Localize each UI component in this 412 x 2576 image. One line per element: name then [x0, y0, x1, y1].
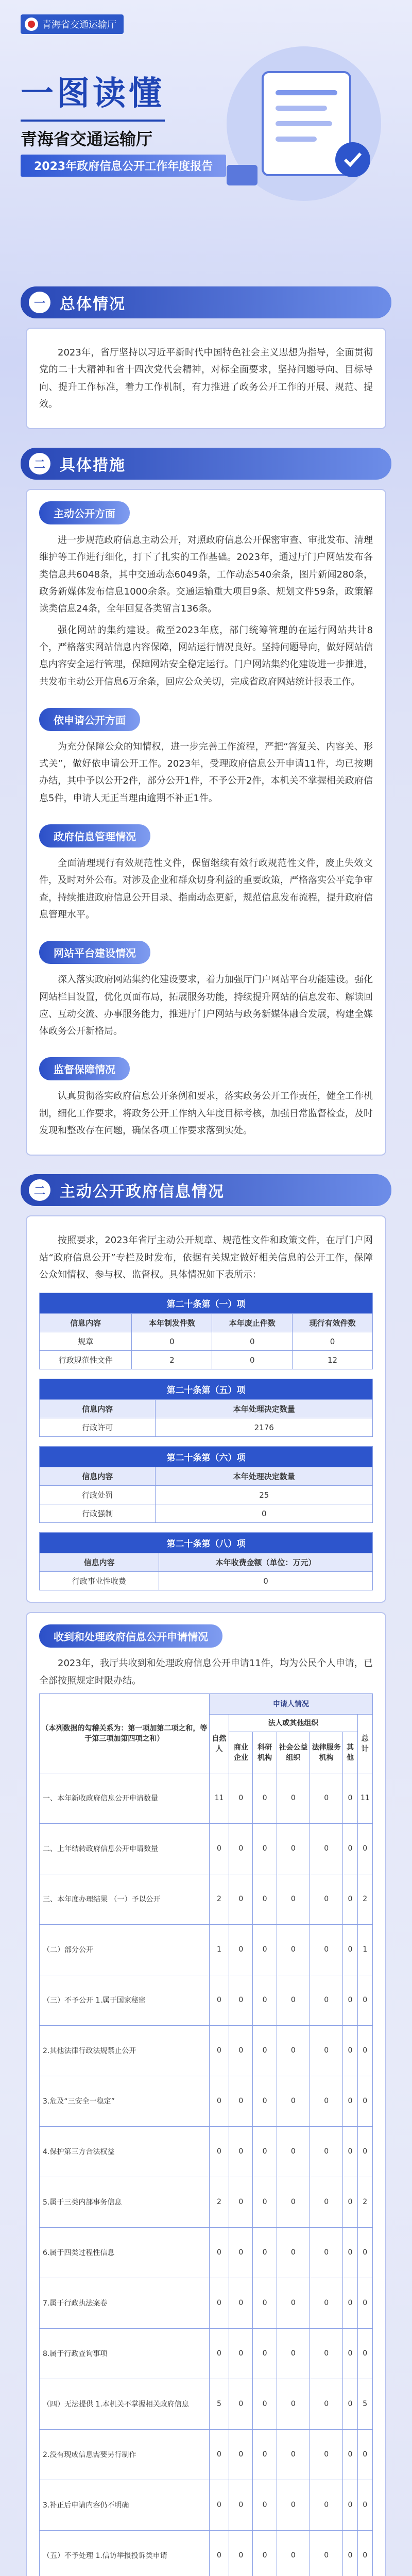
subsection-active-disclosure: 主动公开方面: [39, 501, 130, 524]
table-row: [40, 1332, 373, 1351]
table-header: 本年处理决定数量: [156, 1467, 373, 1486]
table-cell: 0: [209, 1823, 229, 1874]
table-cell: 0: [277, 2126, 310, 2177]
table-row: [40, 2278, 373, 2328]
apply-card: [26, 1612, 386, 2576]
header: [0, 0, 412, 268]
table-cell: 0: [277, 1874, 310, 1924]
table-cell: 0: [357, 2025, 373, 2076]
table-cell: 2: [209, 1874, 229, 1924]
subsection-application: 依申请公开方面: [39, 708, 140, 731]
table-cell: 0: [209, 2429, 229, 2480]
app-table-natural: 自然人: [209, 1714, 229, 1773]
org-name: 青海省交通运输厅: [21, 129, 153, 149]
table-cell: 0: [229, 1874, 253, 1924]
table-cell: 2: [357, 1874, 373, 1924]
row-label: 2.其他法律行政法规禁止公开: [40, 2025, 210, 2076]
table-cell: 0: [343, 1975, 357, 2025]
table-cell: 0: [310, 2429, 343, 2480]
measures-paragraph: 全面清理现行有效规范性文件，保留继续有效行政规范性文件，废止失效文件，及时对外公布。对涉及企业和群众切身利益的重要政策，严格落实公平竞争审查，持续推进政府信息公开目录、指南动态更新，规范信息发布流程，提升政府信息管理水平。: [39, 858, 373, 920]
table-cell: 0: [132, 1332, 212, 1351]
table-cell: 0: [277, 1924, 310, 1975]
table-row: [40, 1486, 373, 1504]
row-label: 6.属于四类过程性信息: [40, 2227, 210, 2278]
app-table-legal-col: 商业企业: [229, 1732, 253, 1773]
table-cell: 行政强制: [40, 1504, 156, 1523]
table-cell: 0: [253, 1924, 277, 1975]
table-cell: 0: [229, 2429, 253, 2480]
table-cell: 5: [209, 2379, 229, 2429]
table-cell: 0: [277, 2480, 310, 2530]
table-article20-6: [39, 1446, 373, 1523]
table-caption: 第二十条第（六）项: [40, 1447, 373, 1467]
table-cell: 0: [310, 2076, 343, 2126]
table-cell: 0: [229, 1823, 253, 1874]
table-cell: 0: [212, 1332, 293, 1351]
table-cell: 0: [357, 2076, 373, 2126]
table-cell: 0: [343, 1773, 357, 1823]
table-header: 本年废止件数: [212, 1314, 293, 1332]
active-text: 按照要求，2023年省厅主动公开规章、规范性文件和政策文件，在厅门户网站“政府信息公开”专栏及时发布，依据有关规定做好相关信息的公开工作，保障公众知情权、参与权、监督权。具体情况如下表所示：: [39, 1235, 373, 1280]
table-cell: 12: [293, 1351, 373, 1369]
table-cell: 25: [156, 1486, 373, 1504]
table-cell: 0: [310, 1874, 343, 1924]
table-cell: 0: [343, 2379, 357, 2429]
table-article20-1: [39, 1293, 373, 1369]
table-row: [40, 2480, 373, 2530]
table-cell: 0: [310, 1823, 343, 1874]
active-card: [26, 1215, 386, 1603]
table-header: 现行有效件数: [293, 1314, 373, 1332]
table-cell: 0: [229, 2025, 253, 2076]
table-cell: 0: [229, 2530, 253, 2576]
table-cell: 0: [357, 2429, 373, 2480]
table-cell: 0: [253, 1823, 277, 1874]
table-cell: 0: [357, 2530, 373, 2576]
table-header: 本年制发件数: [132, 1314, 212, 1332]
table-article20-8: [39, 1532, 373, 1590]
section-number-icon: 一: [29, 292, 50, 313]
section-measures-header: [21, 448, 391, 480]
table-cell: 0: [253, 2278, 277, 2328]
table-cell: 0: [343, 1924, 357, 1975]
row-label: 2.没有现成信息需要另行制作: [40, 2429, 210, 2480]
table-cell: 0: [253, 1975, 277, 2025]
section-title: 具体措施: [60, 456, 126, 475]
table-cell: 0: [209, 1975, 229, 2025]
row-label: （四）无法提供 1.本机关不掌握相关政府信息: [40, 2379, 210, 2429]
table-cell: 0: [357, 2328, 373, 2379]
row-label: 一、本年新收政府信息公开申请数量: [40, 1773, 210, 1823]
subsection-info-management: 政府信息管理情况: [39, 824, 150, 848]
table-row: [40, 2530, 373, 2576]
table-cell: 0: [209, 2480, 229, 2530]
application-table: [39, 1693, 373, 2576]
table-cell: 0: [277, 2379, 310, 2429]
app-table-legal: 法人或其他组织: [229, 1714, 357, 1732]
table-cell: 0: [310, 2126, 343, 2177]
table-cell: 0: [277, 2530, 310, 2576]
subsection-apply: 收到和处理政府信息公开申请情况: [39, 1624, 222, 1648]
measures-paragraph: 进一步规范政府信息主动公开，对照政府信息公开保密审查、审批发布、清理维护等工作进行细化，打下了扎实的工作基础。2023年，通过厅门户网站发布各类信息共6048条，其中交通动态6049条，工作动态540余条，图片新闻280条，政务新媒体发布信息1000余条。交通运输重大项目9条、规划文件59条，政策解读类信息24条，全年回复各类留言136条。: [39, 535, 373, 615]
table-cell: 0: [310, 2328, 343, 2379]
table-cell: 0: [253, 2429, 277, 2480]
org-badge-label: 青海省交通运输厅: [42, 20, 116, 30]
table-cell: 0: [343, 2126, 357, 2177]
table-row: [40, 1773, 373, 1823]
apply-text: 2023年，我厅共收到和处理政府信息公开申请11件，均为公民个人申请，已全部按照规定时限办结。: [39, 1658, 373, 1686]
table-cell: 11: [209, 1773, 229, 1823]
overview-card: [26, 328, 386, 429]
table-cell: 0: [277, 2025, 310, 2076]
table-cell: 0: [209, 2278, 229, 2328]
table-article20-5: [39, 1379, 373, 1437]
table-cell: 0: [209, 2025, 229, 2076]
table-cell: 0: [277, 1823, 310, 1874]
table-cell: 0: [357, 2227, 373, 2278]
section-title: 总体情况: [60, 295, 126, 313]
table-cell: 0: [229, 2480, 253, 2530]
table-cell: 0: [310, 2530, 343, 2576]
table-header: 信息内容: [40, 1467, 156, 1486]
row-label: （五）不予处理 1.信访举报投诉类申请: [40, 2530, 210, 2576]
table-cell: 0: [253, 2227, 277, 2278]
table-cell: 0: [277, 2429, 310, 2480]
table-cell: 行政处罚: [40, 1486, 156, 1504]
table-caption: 第二十条第（五）项: [40, 1379, 373, 1400]
table-cell: 2: [209, 2177, 229, 2227]
section-number-icon: 二: [29, 1179, 50, 1201]
table-row: [40, 1874, 373, 1924]
table-cell: 0: [156, 1504, 373, 1523]
table-row: [40, 2177, 373, 2227]
measures-paragraph: 认真贯彻落实政府信息公开条例和要求，落实政务公开工作责任，健全工作机制，细化工作要求，将政务公开工作纳入年度目标考核，加强日常监督检查，及时发现和整改存在问题，确保各项工作要求落到实处。: [39, 1091, 373, 1137]
table-cell: 0: [253, 2126, 277, 2177]
table-cell: 2: [132, 1351, 212, 1369]
report-title: 2023年政府信息公开工作年度报告: [21, 155, 226, 177]
table-cell: 0: [310, 2025, 343, 2076]
table-cell: 0: [310, 2480, 343, 2530]
table-cell: 0: [310, 2227, 343, 2278]
app-table-group: 申请人情况: [209, 1693, 372, 1714]
table-cell: 行政事业性收费: [40, 1572, 159, 1590]
section-title: 主动公开政府信息情况: [60, 1183, 225, 1201]
table-cell: 0: [253, 2076, 277, 2126]
table-cell: 0: [229, 2379, 253, 2429]
table-cell: 0: [277, 2227, 310, 2278]
table-cell: 0: [209, 2227, 229, 2278]
table-row: [40, 2076, 373, 2126]
table-cell: 0: [277, 2278, 310, 2328]
table-cell: 0: [343, 2278, 357, 2328]
table-row: [40, 1572, 373, 1590]
row-label: 8.属于行政查询事项: [40, 2328, 210, 2379]
table-row: [40, 1418, 373, 1437]
overview-text: 2023年，省厅坚持以习近平新时代中国特色社会主义思想为指导，全面贯彻党的二十大精神和省十四次党代会精神，对标全面要求，坚持问题导向、目标导向、提升工作标准，着力工作机制，有力推进了政务公开工作的开展、规范、提效。: [39, 347, 373, 410]
table-cell: 0: [277, 2328, 310, 2379]
table-cell: 0: [343, 2025, 357, 2076]
section-overview-header: [21, 286, 391, 318]
table-cell: 0: [159, 1572, 372, 1590]
table-row: [40, 2429, 373, 2480]
table-cell: 11: [357, 1773, 373, 1823]
table-cell: 0: [229, 1975, 253, 2025]
table-cell: 0: [357, 2126, 373, 2177]
table-cell: 0: [310, 1975, 343, 2025]
table-header: 信息内容: [40, 1400, 156, 1418]
table-cell: 0: [229, 2328, 253, 2379]
table-cell: 0: [229, 1773, 253, 1823]
table-row: [40, 2126, 373, 2177]
subsection-supervision: 监督保障情况: [39, 1057, 130, 1080]
table-cell: 1: [357, 1924, 373, 1975]
table-row: [40, 1351, 373, 1369]
table-cell: 0: [310, 2177, 343, 2227]
content: [0, 286, 412, 2576]
table-cell: 1: [209, 1924, 229, 1975]
subsection-platform: 网站平台建设情况: [39, 941, 150, 964]
measures-paragraph: 强化网站的集约建设。截至2023年底，部门统筹管理的在运行网站共计8个，严格落实网站信息内容保障，网站运行情况良好。坚持问题导向，做好网站信息内容安全运行管理，保障网站安全稳定运行。门户网站集约化建设进一步推进，共发布主动公开信息6万余条，回应公众关切，完成省政府网站统计报表工作。: [39, 624, 373, 687]
table-cell: 0: [277, 2177, 310, 2227]
row-label: 7.属于行政执法案卷: [40, 2278, 210, 2328]
table-cell: 0: [277, 1975, 310, 2025]
table-cell: 0: [253, 2480, 277, 2530]
table-row: [40, 2328, 373, 2379]
app-table-legal-col: 其他: [343, 1732, 357, 1773]
table-cell: 0: [357, 1975, 373, 2025]
org-badge[interactable]: [21, 14, 124, 34]
table-cell: 0: [343, 2177, 357, 2227]
table-cell: 0: [209, 2076, 229, 2126]
table-header: 本年收费金额（单位：万元）: [159, 1553, 372, 1572]
table-cell: 0: [253, 1874, 277, 1924]
measures-paragraph: 为充分保障公众的知情权，进一步完善工作流程，严把“答复关、内容关、形式关”，做好依申请公开工作。2023年，受理政府信息公开申请11件，均已按期办结，其中予以公开2件，部分公开1件，不予公开2件，本机关不掌握相关政府信息5件，申请人无正当理由逾期不补正1件。: [39, 741, 373, 804]
row-label: 4.保护第三方合法权益: [40, 2126, 210, 2177]
table-caption: 第二十条第（八）项: [40, 1533, 373, 1553]
emblem-icon: [25, 18, 38, 31]
section-number-icon: 二: [29, 453, 50, 474]
table-cell: 行政规范性文件: [40, 1351, 132, 1369]
table-cell: 0: [343, 2076, 357, 2126]
table-cell: 行政许可: [40, 1418, 156, 1437]
table-cell: 规章: [40, 1332, 132, 1351]
table-cell: 0: [293, 1332, 373, 1351]
table-cell: 0: [310, 1773, 343, 1823]
table-cell: 5: [357, 2379, 373, 2429]
table-cell: 0: [343, 2227, 357, 2278]
measures-card: [26, 489, 386, 1156]
measures-paragraph: 深入落实政府网站集约化建设要求，着力加强厅门户网站平台功能建设。强化网站栏目设置，优化页面布局，拓展服务功能，持续提升网站的信息发布、解读回应、互动交流、办事服务能力，推进厅门户网站与政务新媒体融合发展，构建全媒体政务公开新格局。: [39, 974, 373, 1037]
table-header: 本年处理决定数量: [156, 1400, 373, 1418]
table-row: [40, 1504, 373, 1523]
table-cell: 0: [253, 2379, 277, 2429]
table-row: [40, 1924, 373, 1975]
table-cell: 0: [343, 2429, 357, 2480]
app-table-legal-col: 法律服务机构: [310, 1732, 343, 1773]
table-cell: 0: [209, 2328, 229, 2379]
table-cell: 0: [310, 1924, 343, 1975]
table-cell: 0: [357, 2278, 373, 2328]
app-table-total: 总计: [357, 1714, 373, 1773]
table-cell: 0: [357, 2480, 373, 2530]
table-caption: 第二十条第（一）项: [40, 1293, 373, 1314]
table-cell: 0: [229, 2278, 253, 2328]
table-cell: 0: [343, 1823, 357, 1874]
table-cell: 0: [343, 1874, 357, 1924]
table-cell: 0: [343, 2480, 357, 2530]
table-cell: 2176: [156, 1418, 373, 1437]
table-header: 信息内容: [40, 1314, 132, 1332]
table-cell: 0: [310, 2278, 343, 2328]
table-cell: 0: [209, 2530, 229, 2576]
section-active-header: [21, 1174, 391, 1206]
table-cell: 0: [229, 2177, 253, 2227]
row-label: 二、上年结转政府信息公开申请数量: [40, 1823, 210, 1874]
table-cell: 0: [229, 2227, 253, 2278]
hero-illustration-icon: [206, 41, 391, 206]
table-row: [40, 1823, 373, 1874]
row-label: （三）不予公开 1.属于国家秘密: [40, 1975, 210, 2025]
table-cell: 0: [253, 2177, 277, 2227]
table-cell: 0: [277, 2076, 310, 2126]
table-cell: 2: [357, 2177, 373, 2227]
table-cell: 0: [310, 2379, 343, 2429]
table-row: [40, 2025, 373, 2076]
table-cell: 0: [209, 2126, 229, 2177]
table-cell: 0: [229, 1924, 253, 1975]
table-cell: 0: [229, 2076, 253, 2126]
big-title: 一图读懂: [21, 67, 165, 122]
row-label: 三、本年度办理结果 （一）予以公开: [40, 1874, 210, 1924]
row-label: 3.补正后申请内容仍不明确: [40, 2480, 210, 2530]
app-table-legal-col: 科研机构: [253, 1732, 277, 1773]
table-cell: 0: [253, 2025, 277, 2076]
app-table-corner: （本列数据的勾稽关系为：第一项加第二项之和，等于第三项加第四项之和）: [40, 1693, 210, 1773]
table-row: [40, 2227, 373, 2278]
table-cell: 0: [277, 1773, 310, 1823]
table-cell: 0: [343, 2530, 357, 2576]
table-cell: 0: [253, 1773, 277, 1823]
table-cell: 0: [229, 2126, 253, 2177]
table-cell: 0: [357, 1823, 373, 1874]
table-header: 信息内容: [40, 1553, 159, 1572]
table-row: [40, 2379, 373, 2429]
row-label: 3.危及“三安全一稳定”: [40, 2076, 210, 2126]
table-cell: 0: [253, 2328, 277, 2379]
row-label: （二）部分公开: [40, 1924, 210, 1975]
row-label: 5.属于三类内部事务信息: [40, 2177, 210, 2227]
table-cell: 0: [343, 2328, 357, 2379]
table-cell: 0: [253, 2530, 277, 2576]
table-cell: 0: [212, 1351, 293, 1369]
app-table-legal-col: 社会公益组织: [277, 1732, 310, 1773]
table-row: [40, 1975, 373, 2025]
